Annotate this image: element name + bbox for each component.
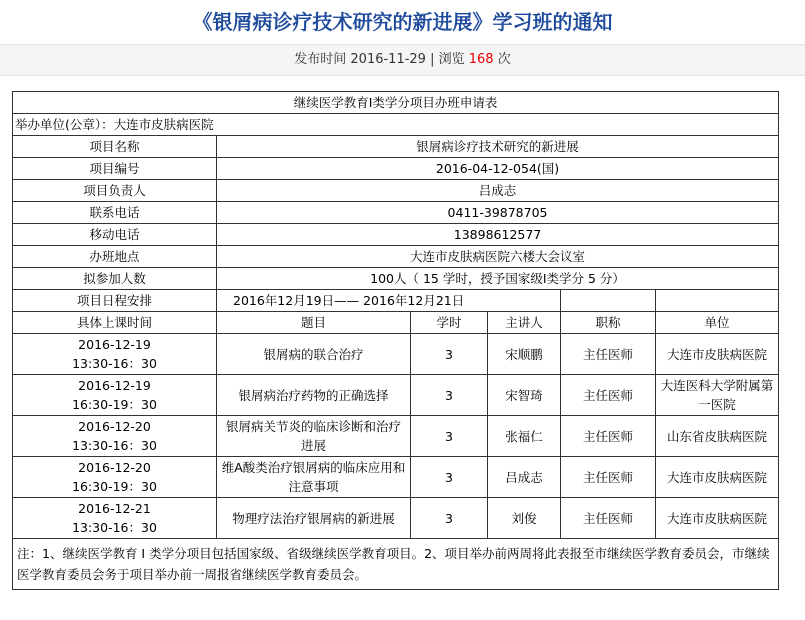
lecture-title: 主任医师 xyxy=(561,334,656,375)
column-header: 学时 xyxy=(411,312,488,334)
field-row xyxy=(13,158,779,180)
table-row xyxy=(13,457,779,498)
column-header: 职称 xyxy=(561,312,656,334)
table-row xyxy=(13,334,779,375)
lecture-speaker: 吕成志 xyxy=(488,457,561,498)
lecture-unit: 大连医科大学附属第一医院 xyxy=(656,375,779,416)
view-unit: 次 xyxy=(497,52,511,67)
field-row xyxy=(13,136,779,158)
lecture-date: 2016-12-19 xyxy=(78,337,151,352)
publish-date: 发布时间 2016-11-29 | 浏览 xyxy=(294,52,465,67)
lecture-unit: 山东省皮肤病医院 xyxy=(656,416,779,457)
lecture-topic: 银屑病治疗药物的正确选择 xyxy=(217,375,411,416)
lecture-title: 主任医师 xyxy=(561,498,656,539)
lecture-unit: 大连市皮肤病医院 xyxy=(656,498,779,539)
lecture-title: 主任医师 xyxy=(561,416,656,457)
lecture-hours: 3 xyxy=(411,334,488,375)
lecture-time: 13:30-16：30 xyxy=(72,356,157,371)
field-label: 项目负责人 xyxy=(13,180,217,202)
lecture-date: 2016-12-21 xyxy=(78,501,151,516)
lecture-unit: 大连市皮肤病医院 xyxy=(656,457,779,498)
schedule-label: 项目日程安排 xyxy=(13,290,217,312)
empty-cell xyxy=(561,290,656,312)
lecture-hours: 3 xyxy=(411,457,488,498)
schedule-value: 2016年12月19日—— 2016年12月21日 xyxy=(217,290,561,312)
lecture-topic: 维A酸类治疗银屑病的临床应用和注意事项 xyxy=(217,457,411,498)
publish-meta xyxy=(0,44,805,76)
lecture-date: 2016-12-20 xyxy=(78,460,151,475)
column-header: 主讲人 xyxy=(488,312,561,334)
field-value: 大连市皮肤病医院六楼大会议室 xyxy=(217,246,779,268)
field-label: 办班地点 xyxy=(13,246,217,268)
column-header: 单位 xyxy=(656,312,779,334)
field-label: 移动电话 xyxy=(13,224,217,246)
field-row xyxy=(13,224,779,246)
field-label: 拟参加人数 xyxy=(13,268,217,290)
lecture-time: 16:30-19：30 xyxy=(72,397,157,412)
lecture-time: 13:30-16：30 xyxy=(72,520,157,535)
column-header-row xyxy=(13,312,779,334)
field-value: 2016-04-12-054(国) xyxy=(217,158,779,180)
lecture-speaker: 宋智琦 xyxy=(488,375,561,416)
page-title: 《银屑病诊疗技术研究的新进展》学习班的通知 xyxy=(192,10,613,34)
lecture-datetime xyxy=(13,375,217,416)
field-value: 吕成志 xyxy=(217,180,779,202)
lecture-hours: 3 xyxy=(411,416,488,457)
lecture-datetime xyxy=(13,334,217,375)
lecture-hours: 3 xyxy=(411,498,488,539)
lecture-title: 主任医师 xyxy=(561,457,656,498)
lecture-title: 主任医师 xyxy=(561,375,656,416)
lecture-datetime xyxy=(13,498,217,539)
lecture-unit: 大连市皮肤病医院 xyxy=(656,334,779,375)
field-label: 联系电话 xyxy=(13,202,217,224)
field-row xyxy=(13,180,779,202)
empty-cell xyxy=(656,290,779,312)
field-label: 项目名称 xyxy=(13,136,217,158)
field-row xyxy=(13,202,779,224)
lecture-speaker: 宋顺鹏 xyxy=(488,334,561,375)
field-label: 项目编号 xyxy=(13,158,217,180)
organizer-row: 举办单位(公章）：大连市皮肤病医院 xyxy=(13,114,779,136)
view-count: 168 xyxy=(468,52,494,67)
lecture-datetime xyxy=(13,457,217,498)
lecture-speaker: 张福仁 xyxy=(488,416,561,457)
lecture-time: 13:30-16：30 xyxy=(72,438,157,453)
form-heading: 继续医学教育I类学分项目办班申请表 xyxy=(13,92,779,114)
form-note: 注：1、继续医学教育 I 类学分项目包括国家级、省级继续医学教育项目。2、项目举办前两周将此表报至市继续医学教育委员会，市继续医学教育委员会务于项目举办前一周报省继续医学教育委员会。 xyxy=(13,539,779,590)
field-row xyxy=(13,268,779,290)
column-header: 题目 xyxy=(217,312,411,334)
field-value: 银屑病诊疗技术研究的新进展 xyxy=(217,136,779,158)
field-value: 0411-39878705 xyxy=(217,202,779,224)
lecture-datetime xyxy=(13,416,217,457)
lecture-topic: 银屑病的联合治疗 xyxy=(217,334,411,375)
field-row xyxy=(13,246,779,268)
lecture-date: 2016-12-19 xyxy=(78,378,151,393)
lecture-topic: 银屑病关节炎的临床诊断和治疗进展 xyxy=(217,416,411,457)
lecture-speaker: 刘俊 xyxy=(488,498,561,539)
field-value: 13898612577 xyxy=(217,224,779,246)
table-row xyxy=(13,416,779,457)
note-row xyxy=(13,539,779,590)
lecture-date: 2016-12-20 xyxy=(78,419,151,434)
table-row xyxy=(13,375,779,416)
column-header: 具体上课时间 xyxy=(13,312,217,334)
lecture-time: 16:30-19：30 xyxy=(72,479,157,494)
field-value: 100人（ 15 学时，授予国家级I类学分 5 分） xyxy=(217,268,779,290)
application-form-table xyxy=(12,91,779,590)
lecture-topic: 物理疗法治疗银屑病的新进展 xyxy=(217,498,411,539)
table-row xyxy=(13,498,779,539)
lecture-hours: 3 xyxy=(411,375,488,416)
schedule-row xyxy=(13,290,779,312)
